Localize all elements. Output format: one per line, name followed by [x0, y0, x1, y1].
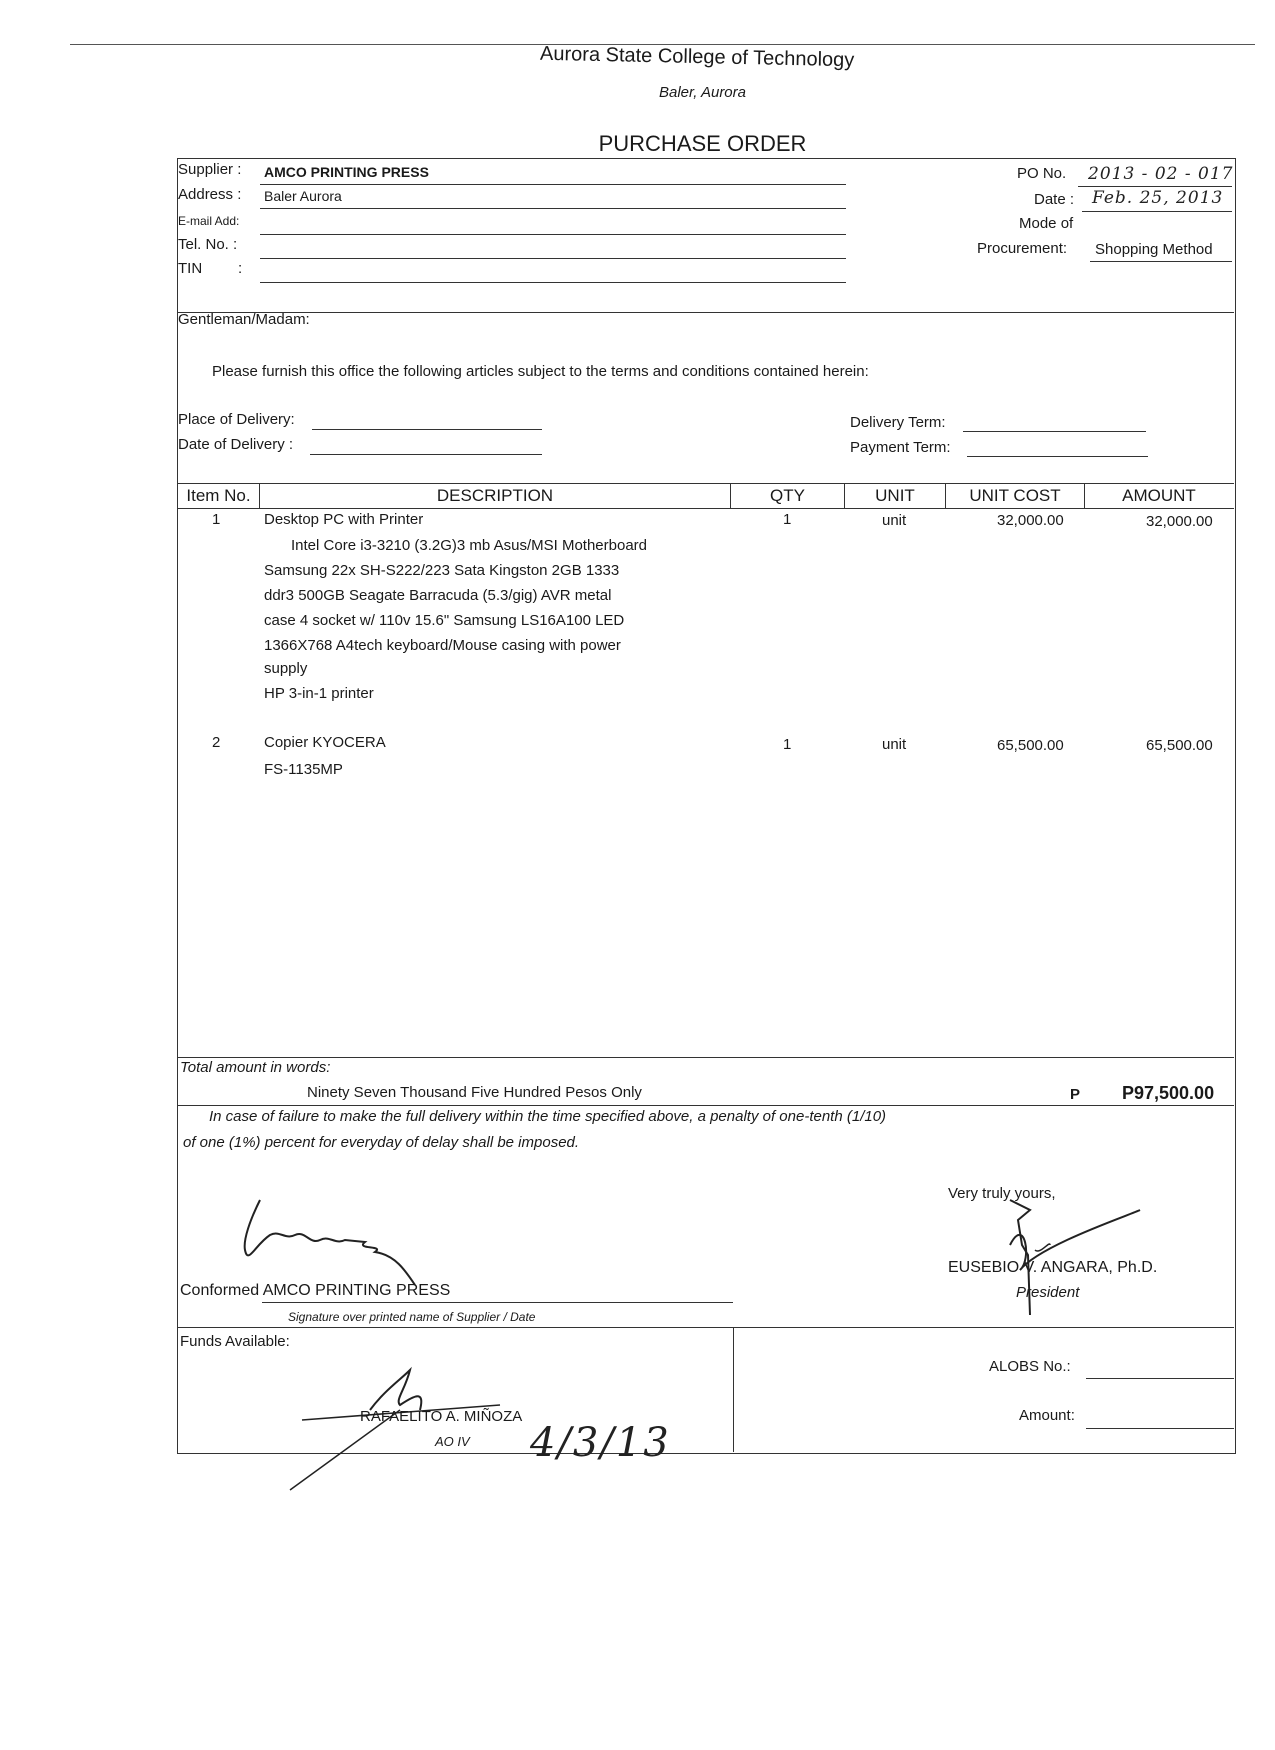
po-no-value: 2013 - 02 - 017: [1088, 164, 1234, 184]
mode-value: Shopping Method: [1095, 241, 1213, 258]
total-section-top: [177, 1057, 1234, 1058]
row2-qty: 1: [783, 736, 792, 753]
address-label: Address :: [178, 186, 242, 203]
amount-field[interactable]: [1086, 1428, 1234, 1429]
mode-label-1: Mode of: [1019, 215, 1074, 232]
header-qty: QTY: [770, 486, 805, 505]
funds-available-label: Funds Available:: [180, 1333, 290, 1350]
row1-desc-line-4: case 4 socket w/ 110v 15.6" Samsung LS16A100 LED: [264, 612, 625, 629]
tel-label: Tel. No. :: [178, 236, 238, 253]
header-unit: UNIT: [875, 486, 915, 505]
amount-label: Amount:: [1019, 1407, 1075, 1424]
total-currency: P: [1070, 1086, 1081, 1103]
row2-item: 2: [212, 734, 221, 751]
supplier-label: Supplier :: [178, 161, 242, 178]
row1-unit-cost: 32,000.00: [997, 512, 1064, 529]
page-title: PURCHASE ORDER: [598, 131, 807, 156]
table-top-border: [177, 483, 1234, 484]
supplier-underline: [260, 184, 846, 185]
row1-desc-line-5: 1366X768 A4tech keyboard/Mouse casing with power: [264, 637, 621, 654]
supplier-signature: [225, 1190, 465, 1290]
row1-desc-line-6: supply: [264, 660, 308, 677]
payment-term-label: Payment Term:: [850, 439, 951, 456]
supplier-section-divider: [177, 312, 1234, 313]
funds-section-divider: [733, 1327, 734, 1452]
supplier-signature-line: [262, 1302, 733, 1303]
mode-underline: [1090, 261, 1232, 262]
row2-desc-title: Copier KYOCERA: [264, 734, 386, 751]
address-underline: [260, 208, 846, 209]
penalty-line-2: of one (1%) percent for everyday of delay shall be imposed.: [183, 1134, 580, 1151]
date-label: Date :: [1034, 191, 1075, 208]
row2-unit-cost: 65,500.00: [997, 737, 1064, 754]
row1-desc-line-2: Samsung 22x SH-S222/223 Sata Kingston 2GB 1333: [264, 562, 620, 579]
row1-desc-line-3: ddr3 500GB Seagate Barracuda (5.3/gig) AVR metal: [264, 587, 612, 604]
row2-unit: unit: [882, 736, 907, 753]
header-unit-cost: UNIT COST: [969, 486, 1061, 505]
row2-amount: 65,500.00: [1146, 737, 1213, 754]
president-name: EUSEBIO V. ANGARA, Ph.D.: [948, 1259, 1158, 1276]
header-description: DESCRIPTION: [436, 486, 554, 505]
accountant-name: RAFAELITO A. MIÑOZA: [360, 1408, 523, 1425]
po-no-label: PO No.: [1017, 165, 1067, 182]
table-header-bottom: [177, 508, 1234, 509]
place-of-delivery-label: Place of Delivery:: [178, 411, 295, 428]
header-amount: AMOUNT: [1122, 486, 1196, 505]
email-underline: [260, 234, 846, 235]
institution-location: Baler, Aurora: [659, 84, 746, 101]
mode-label-2: Procurement:: [977, 240, 1068, 257]
accountant-title: AO IV: [435, 1434, 470, 1449]
date-value: Feb. 25, 2013: [1092, 188, 1224, 208]
penalty-line-1: In case of failure to make the full delivery within the time specified above, a penalty of one-tenth (1/10): [209, 1108, 887, 1125]
tel-underline: [260, 258, 846, 259]
payment-term-field[interactable]: [967, 456, 1148, 457]
salutation: Gentleman/Madam:: [178, 311, 310, 328]
date-of-delivery-field[interactable]: [310, 454, 542, 455]
tin-colon: :: [238, 260, 243, 277]
date-of-delivery-label: Date of Delivery :: [178, 436, 294, 453]
place-of-delivery-field[interactable]: [312, 429, 542, 430]
signature-note: Signature over printed name of Supplier / Date: [288, 1310, 536, 1324]
president-title: President: [1016, 1284, 1080, 1301]
supplier-value: AMCO PRINTING PRESS: [264, 164, 429, 180]
total-amount: P97,500.00: [1122, 1083, 1215, 1103]
funds-section-top: [177, 1327, 1234, 1328]
row2-desc-line-1: FS-1135MP: [264, 761, 343, 778]
tin-label: TIN: [178, 260, 203, 277]
conformed-label: Conformed AMCO PRINTING PRESS: [180, 1282, 451, 1299]
email-label: E-mail Add:: [178, 214, 240, 228]
row1-desc-line-7: HP 3-in-1 printer: [264, 685, 374, 702]
row1-desc-line-1: Intel Core i3-3210 (3.2G)3 mb Asus/MSI Motherboard: [291, 537, 648, 554]
total-words-label: Total amount in words:: [180, 1059, 331, 1076]
alobs-label: ALOBS No.:: [989, 1358, 1071, 1375]
delivery-term-label: Delivery Term:: [850, 414, 946, 431]
instruction: Please furnish this office the following articles subject to the terms and conditions contained herein:: [212, 363, 869, 380]
institution-name: Aurora State College of Technology: [540, 42, 855, 72]
tin-underline: [260, 282, 846, 283]
date-underline: [1082, 211, 1232, 212]
delivery-term-field[interactable]: [963, 431, 1146, 432]
row1-amount: 32,000.00: [1146, 513, 1213, 530]
row1-qty: 1: [783, 511, 792, 528]
header-item-no: Item No.: [186, 486, 251, 505]
closing: Very truly yours,: [948, 1185, 1056, 1202]
alobs-field[interactable]: [1086, 1378, 1234, 1379]
total-words-value: Ninety Seven Thousand Five Hundred Pesos Only: [307, 1084, 642, 1101]
president-signature: [980, 1185, 1180, 1325]
po-no-underline: [1078, 186, 1232, 187]
row1-desc-title: Desktop PC with Printer: [264, 511, 424, 528]
total-section-bottom: [177, 1105, 1234, 1106]
funds-date: 4/3/13: [530, 1420, 671, 1466]
row1-unit: unit: [882, 512, 907, 529]
row1-item: 1: [212, 511, 221, 528]
address-value: Baler Aurora: [264, 188, 342, 204]
